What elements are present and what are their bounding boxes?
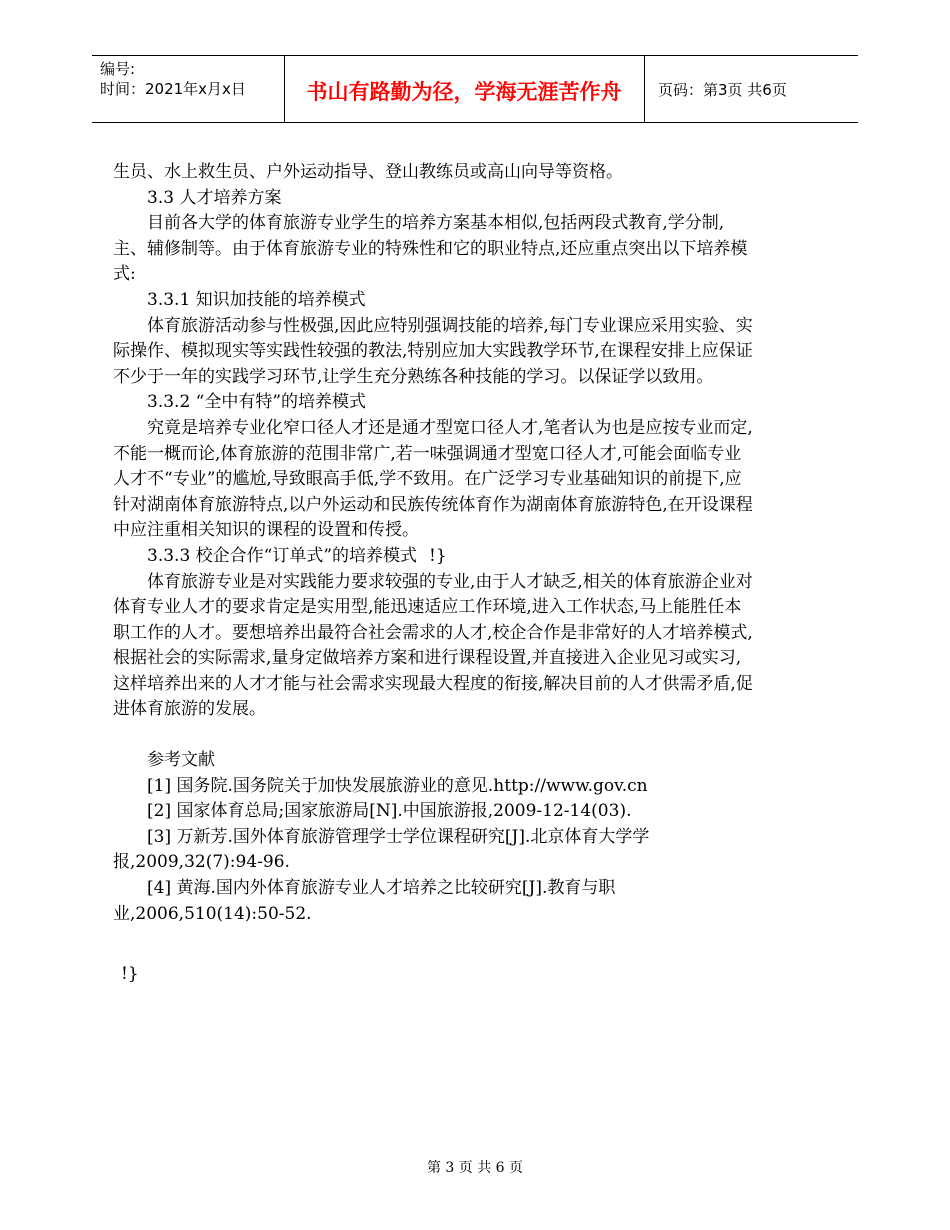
spacer bbox=[113, 927, 753, 962]
reference-item-1: [1] 国务院.国务院关于加快发展旅游业的意见.http://www.gov.cn bbox=[147, 775, 648, 796]
paragraph-specialty-model: 究竟是培养专业化窄口径人才还是通才型宽口径人才,笔者认为也是应按专业而定,不能一概而论,体育旅游的范围非常广,若一味强调通才型宽口径人才,可能会面临专业人才不“专业”的尴尬,导致眼高手低,学不致用。在广泛学习专业基础知识的前提下,应针对湖南体育旅游特点,以户外运动和民族传统体育作为湖南体育旅游特色,在开设课程中应注重相关知识的课程的设置和传授。 bbox=[113, 417, 753, 541]
section-heading-3-3-2: 3.3.2 “全中有特”的培养模式 bbox=[147, 392, 367, 413]
references-heading: 参考文献 bbox=[147, 750, 215, 771]
spacer bbox=[113, 723, 753, 748]
paragraph-school-enterprise: 体育旅游专业是对实践能力要求较强的专业,由于人才缺乏,相关的体育旅游企业对体育专业人才的要求肯定是实用型,能迅速适应工作环境,进入工作状态,马上能胜任本职工作的人才。要想培养出最符合社会需求的人才,校企合作是非常好的人才培养模式,根据社会的实际需求,量身定做培养方案和进行课程设置,并直接进入企业见习或实习,这样培养出来的人才才能与社会需求实现最大程度的衔接,解决目前的人才供需矛盾,促进体育旅游的发展。 bbox=[113, 571, 753, 720]
document-number-label: 编号: bbox=[100, 60, 136, 78]
page-header bbox=[92, 55, 858, 123]
reference-item-3: [3] 万新芳.国外体育旅游管理学士学位课程研究[J].北京体育大学学报,2009,32(7):94-96. bbox=[113, 826, 650, 873]
section-heading-3-3: 3.3 人才培养方案 bbox=[147, 187, 282, 208]
page-footer: 第 3 页 共 6 页 bbox=[426, 1160, 524, 1176]
document-body bbox=[113, 160, 753, 988]
section-heading-3-3-3-text: 3.3.3 校企合作“订单式”的培养模式 bbox=[147, 545, 418, 566]
paragraph-continued: 生员、水上救生员、户外运动指导、登山教练员或高山向导等资格。 bbox=[113, 162, 623, 182]
reference-item-2: [2] 国家体育总局;国家旅游局[N].中国旅游报,2009-12-14(03). bbox=[147, 801, 632, 822]
stray-mark: !} bbox=[121, 964, 139, 985]
section-heading-3-3-3 bbox=[113, 544, 753, 570]
reference-item-4: [4] 黄海.国内外体育旅游专业人才培养之比较研究[J].教育与职业,2006,510(14):50-52. bbox=[113, 878, 616, 924]
header-motto: 书山有路勤为径，学海无涯苦作舟 bbox=[306, 80, 622, 104]
header-divider-right bbox=[644, 56, 645, 122]
stray-mark-inline: !} bbox=[429, 545, 447, 566]
header-divider-left bbox=[284, 56, 285, 122]
paragraph-knowledge-skills: 体育旅游活动参与性极强,因此应特别强调技能的培养,每门专业课应采用实验、实际操作、模拟现实等实践性较强的教法,特别应加大实践教学环节,在课程安排上应保证不少于一年的实践学习环节,让学生充分熟练各种技能的学习。以保证学以致用。 bbox=[113, 315, 753, 387]
header-page-number: 页码：第3页 共6页 bbox=[658, 81, 787, 99]
paragraph-training-overview: 目前各大学的体育旅游专业学生的培养方案基本相似,包括两段式教育,学分制,主、辅修制等。由于体育旅游专业的特殊性和它的职业特点,还应重点突出以下培养模式: bbox=[113, 213, 748, 285]
document-time-label: 时间：2021年x月x日 bbox=[100, 80, 246, 98]
section-heading-3-3-1: 3.3.1 知识加技能的培养模式 bbox=[147, 289, 366, 310]
